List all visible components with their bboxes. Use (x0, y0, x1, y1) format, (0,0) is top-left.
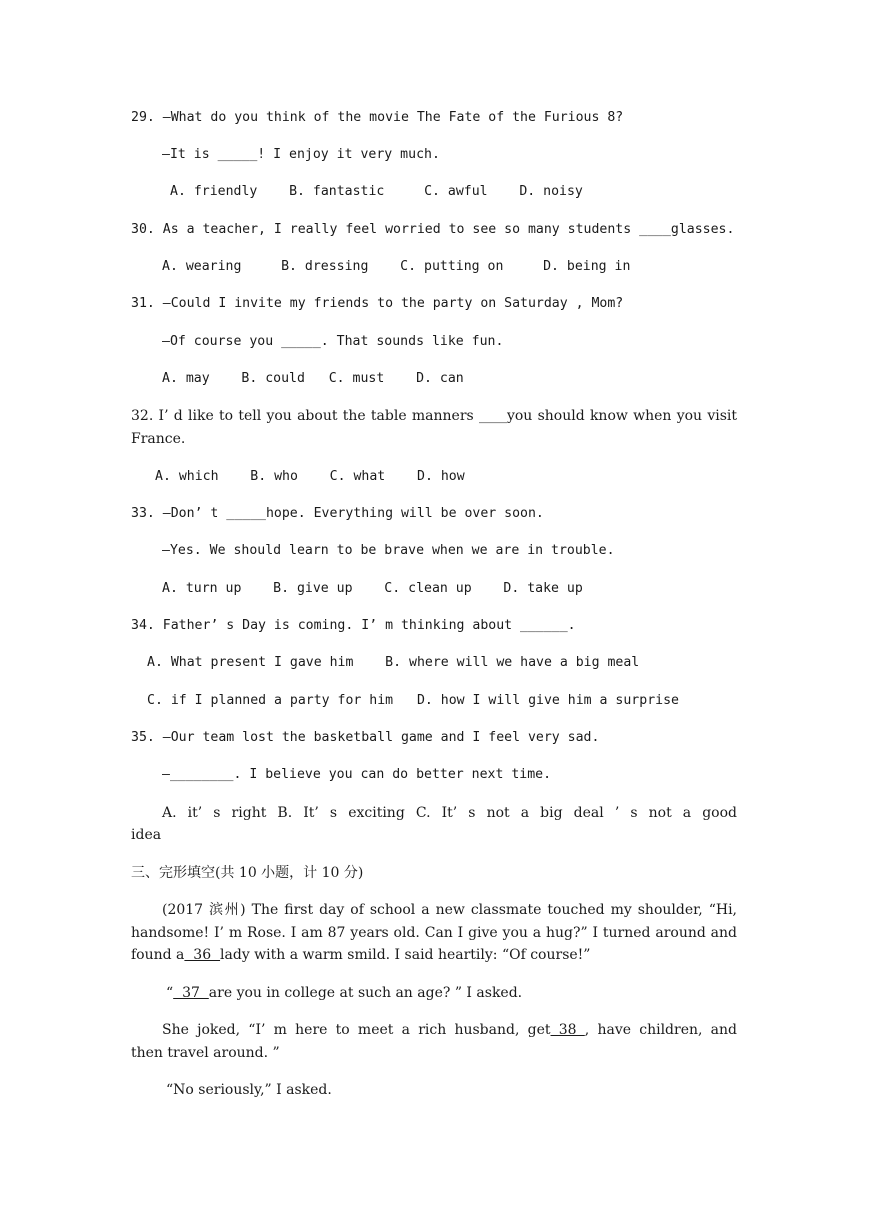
q32-question-line2: France. (131, 431, 186, 447)
passage-line-7: “No seriously,” I asked. (166, 1082, 332, 1098)
q33-answer: —Yes. We should learn to be brave when we are in trouble. (162, 543, 615, 558)
passage-line-5: She joked, “I’ m here to meet a rich husband, get 38 , have children, and (162, 1022, 738, 1038)
q29-answer: —It is _____! I enjoy it very much. (162, 147, 440, 162)
q35-options-line1: A. it’ s right B. It’ s exciting C. It’ s not a big deal ’ s not a good (162, 805, 737, 821)
passage-line-6: then travel around. ” (131, 1045, 280, 1061)
passage-line-2: handsome! I’ m Rose. I am 87 years old. Can I give you a hug?” I turned around and (131, 925, 737, 941)
q34-question: 34. Father’ s Day is coming. I’ m thinking about ______. (131, 618, 576, 633)
q31-options: A. may B. could C. must D. can (162, 371, 464, 386)
q31-question: 31. —Could I invite my friends to the party on Saturday , Mom? (131, 296, 624, 311)
q31-answer: —Of course you _____. That sounds like fun. (162, 334, 504, 349)
q35-options-line2: idea (131, 827, 162, 843)
q30-question: 30. As a teacher, I really feel worried to see so many students ____glasses. (131, 222, 735, 237)
q34-options-line2: C. if I planned a party for him D. how I will give him a surprise (147, 693, 679, 708)
passage-line-3: found a 36 lady with a warm smild. I said heartily: “Of course!” (131, 947, 591, 963)
q32-options: A. which B. who C. what D. how (155, 469, 465, 484)
q33-options: A. turn up B. give up C. clean up D. take up (162, 581, 583, 596)
q29-question: 29. —What do you think of the movie The Fate of the Furious 8? (131, 110, 624, 125)
q30-options: A. wearing B. dressing C. putting on D. being in (162, 259, 631, 274)
passage-line-1: (2017 滨州) The first day of school a new classmate touched my shoulder, “Hi, (162, 902, 737, 918)
q32-question-line1: 32. I’ d like to tell you about the table manners ____you should know when you visit (131, 408, 737, 424)
q34-options-line1: A. What present I gave him B. where will we have a big meal (147, 655, 640, 670)
blank-37: 37 (173, 985, 209, 1001)
q35-question: 35. —Our team lost the basketball game and I feel very sad. (131, 730, 600, 745)
blank-36: 36 (184, 947, 221, 963)
blank-38: 38 (550, 1022, 585, 1038)
q35-answer: —________. I believe you can do better next time. (162, 767, 552, 782)
section-heading: 三、完形填空(共 10 小题，计 10 分) (131, 865, 364, 881)
q33-question: 33. —Don’ t _____hope. Everything will be over soon. (131, 506, 544, 521)
passage-line-4: “ 37 are you in college at such an age? ” I asked. (166, 985, 523, 1001)
q29-options: A. friendly B. fantastic C. awful D. noisy (170, 184, 583, 199)
